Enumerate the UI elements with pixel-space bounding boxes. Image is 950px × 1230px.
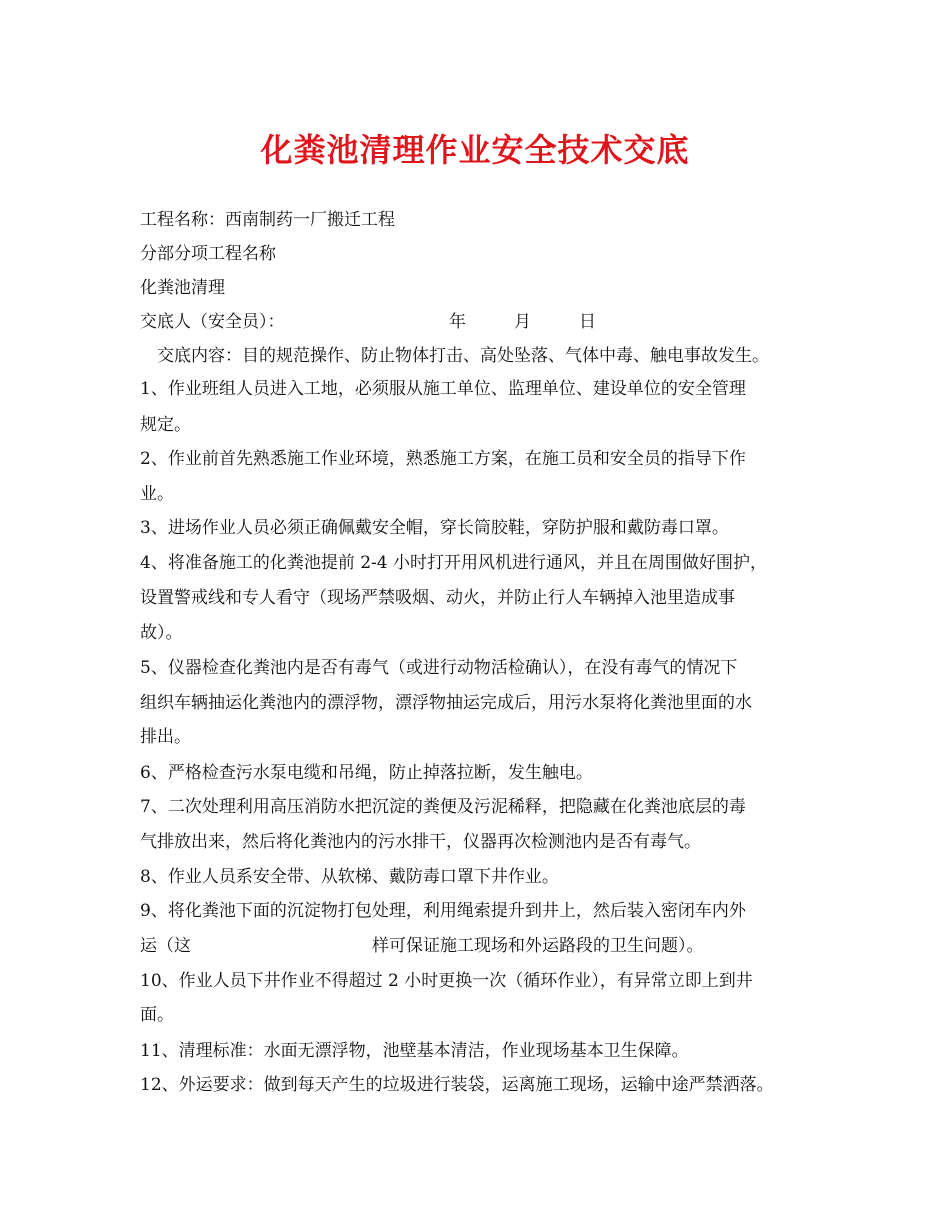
- date-day: 日: [579, 312, 596, 332]
- disclosure-intro: 交底内容：目的规范操作、防止物体打击、高处坠落、气体中毒、触电事故发生。: [157, 346, 769, 366]
- content-line: 9、将化粪池下面的沉淀物打包处理，利用绳索提升到井上，然后装入密闭车内外: [140, 901, 746, 921]
- content-line: 排出。: [140, 727, 191, 747]
- content-line: 样可保证施工现场和外运路段的卫生问题）。: [372, 936, 704, 956]
- subproject-label: 分部分项工程名称: [140, 244, 276, 264]
- date-month: 月: [514, 312, 531, 332]
- discloser-label: 交底人（安全员）：: [140, 312, 285, 332]
- content-line: 11、清理标准：水面无漂浮物，池壁基本清洁，作业现场基本卫生保障。: [140, 1041, 689, 1061]
- content-line: 设置警戒线和专人看守（现场严禁吸烟、动火，并防止行人车辆掉入池里造成事: [140, 588, 735, 608]
- content-line: 业。: [140, 484, 174, 504]
- content-line: 3、进场作业人员必须正确佩戴安全帽，穿长筒胶鞋，穿防护服和戴防毒口罩。: [140, 518, 729, 538]
- content-line: 面。: [140, 1005, 174, 1025]
- content-line: 6、严格检查污水泵电缆和吊绳，防止掉落拉断，发生触电。: [140, 763, 593, 783]
- content-line: 规定。: [140, 415, 191, 435]
- content-line: 1、作业班组人员进入工地，必须服从施工单位、监理单位、建设单位的安全管理: [140, 379, 746, 399]
- project-name: 工程名称：西南制药一厂搬迁工程: [140, 210, 395, 230]
- document-title: 化粪池清理作业安全技术交底: [260, 131, 690, 169]
- subproject-value: 化粪池清理: [140, 278, 225, 298]
- content-line: 7、二次处理利用高压消防水把沉淀的粪便及污泥稀释，把隐藏在化粪池底层的毒: [140, 797, 746, 817]
- content-line: 故）。: [140, 623, 183, 643]
- content-line: 10、作业人员下井作业不得超过 2 小时更换一次（循环作业），有异常立即上到井: [140, 971, 753, 991]
- content-line: 4、将准备施工的化粪池提前 2-4 小时打开用风机进行通风，并且在周围做好围护，: [140, 553, 767, 573]
- content-line: 5、仪器检查化粪池内是否有毒气（或进行动物活检确认），在没有毒气的情况下: [140, 658, 738, 678]
- content-line: 运（这: [140, 936, 191, 956]
- content-line: 气排放出来，然后将化粪池内的污水排干，仪器再次检测池内是否有毒气。: [140, 832, 701, 852]
- content-line: 组织车辆抽运化粪池内的漂浮物，漂浮物抽运完成后，用污水泵将化粪池里面的水: [140, 693, 752, 713]
- content-line: 8、作业人员系安全带、从软梯、戴防毒口罩下井作业。: [140, 867, 559, 887]
- content-line: 12、外运要求：做到每天产生的垃圾进行装袋，运离施工现场，运输中途严禁洒落。: [140, 1075, 774, 1095]
- date-year: 年: [449, 312, 466, 332]
- content-line: 2、作业前首先熟悉施工作业环境，熟悉施工方案，在施工员和安全员的指导下作: [140, 449, 746, 469]
